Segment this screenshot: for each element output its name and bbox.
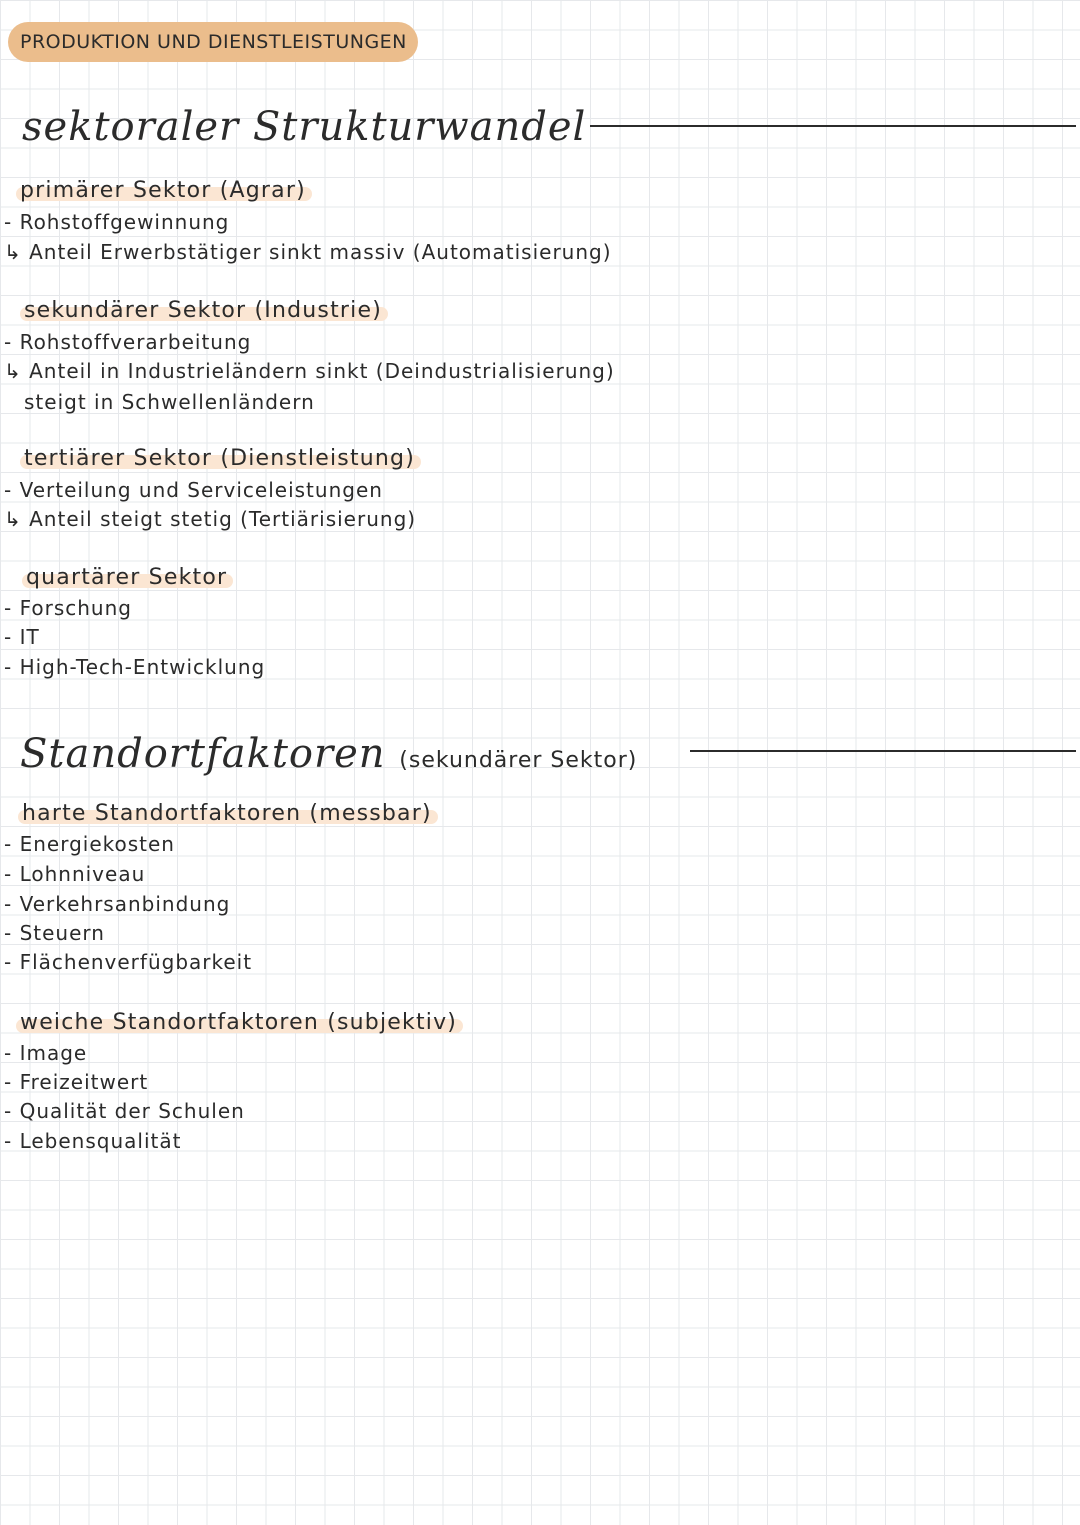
heading-rule	[690, 750, 1076, 752]
list-item: - Forschung	[4, 596, 132, 620]
list-item: - Energiekosten	[4, 832, 175, 856]
section-heading-sektoraler-strukturwandel: sektoraler Strukturwandel	[22, 104, 587, 150]
section-heading-standortfaktoren: Standortfaktoren (sekundärer Sektor)	[20, 731, 638, 777]
page-title-pill	[8, 22, 418, 62]
list-item: - Image	[4, 1041, 88, 1065]
sector-title-primary: primärer Sektor (Agrar)	[16, 178, 312, 203]
list-item: - Verteilung und Serviceleistungen	[4, 478, 383, 502]
list-item: - Lebensqualität	[4, 1129, 182, 1153]
factor-title-soft: weiche Standortfaktoren (subjektiv)	[16, 1010, 463, 1035]
list-item: - Qualität der Schulen	[4, 1099, 245, 1123]
list-item: ↳ Anteil Erwerbstätiger sinkt massiv (Automatisierung)	[4, 240, 612, 264]
list-item: - Flächenverfügbarkeit	[4, 950, 253, 974]
page-title: PRODUKTION UND DIENSTLEISTUNGEN	[20, 31, 407, 53]
list-item: ↳ Anteil steigt stetig (Tertiärisierung)	[4, 507, 417, 531]
factor-title-hard: harte Standortfaktoren (messbar)	[18, 801, 438, 826]
list-item: - Lohnniveau	[4, 862, 146, 886]
sector-title-tertiary: tertiärer Sektor (Dienstleistung)	[20, 446, 421, 471]
list-item: - High-Tech-Entwicklung	[4, 655, 266, 679]
list-item: - Verkehrsanbindung	[4, 892, 231, 916]
list-item: ↳ Anteil in Industrieländern sinkt (Deindustrialisierung)	[4, 359, 615, 383]
list-item: - Rohstoffverarbeitung	[4, 330, 252, 354]
list-item: - Rohstoffgewinnung	[4, 210, 230, 234]
heading-rule	[590, 125, 1076, 127]
list-item: - Steuern	[4, 921, 105, 945]
sector-title-quaternary: quartärer Sektor	[22, 565, 233, 590]
list-item: - Freizeitwert	[4, 1070, 149, 1094]
sector-title-secondary: sekundärer Sektor (Industrie)	[20, 298, 388, 323]
list-item: steigt in Schwellenländern	[24, 390, 315, 414]
list-item: - IT	[4, 625, 40, 649]
section-heading-sub: (sekundärer Sektor)	[399, 748, 638, 773]
